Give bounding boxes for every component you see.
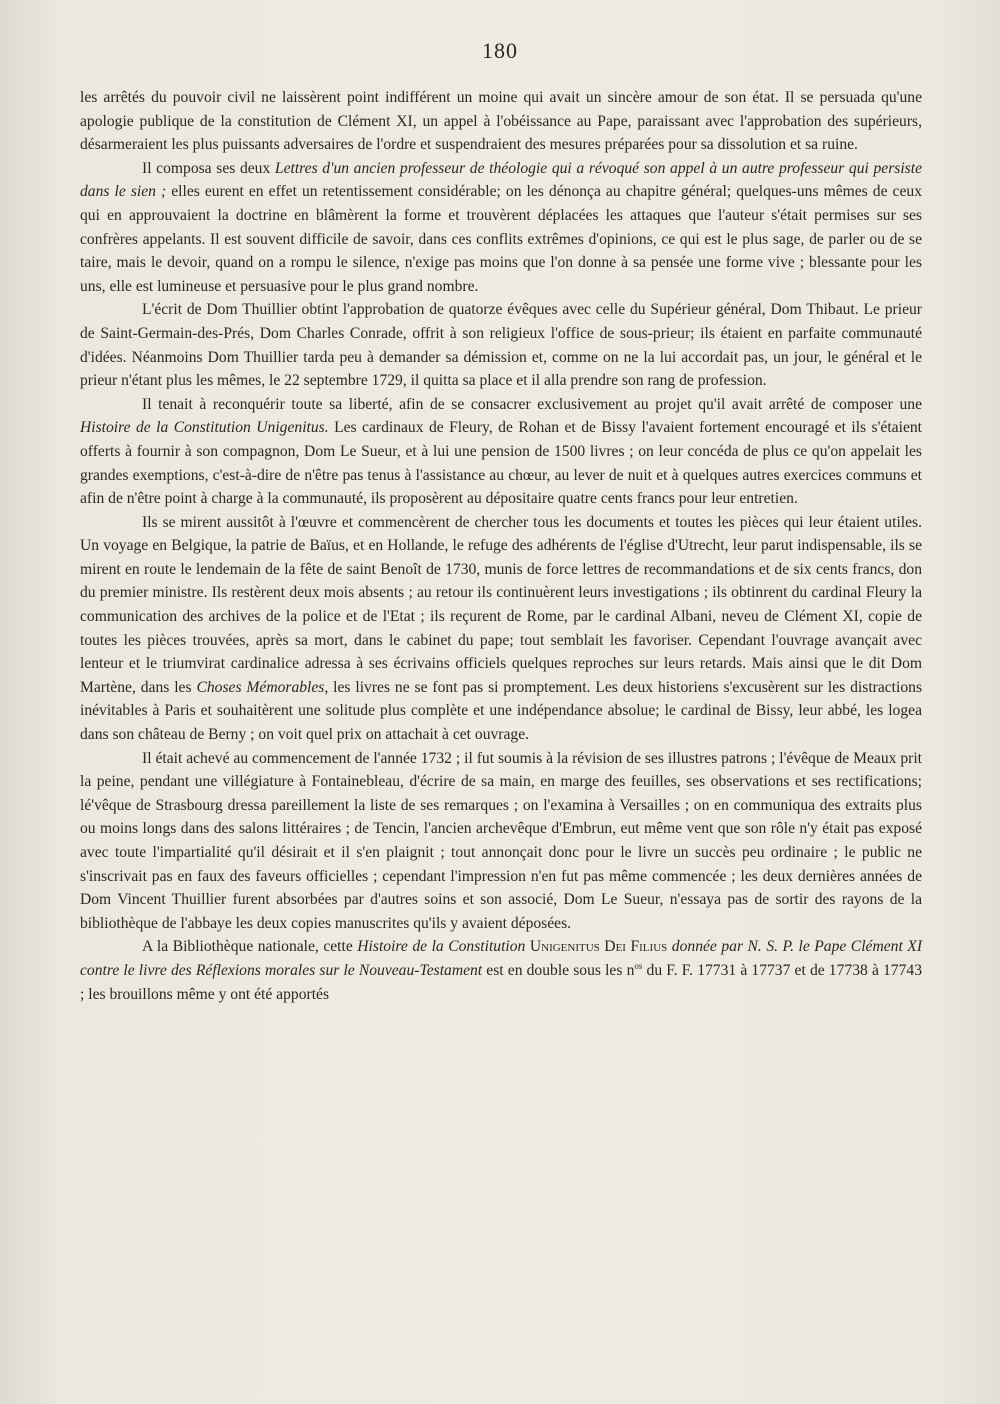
text-segment: Il était achevé au commencement de l'année 1732 ; il fut soumis à la révision de ses illustres patrons ; l'évêque de Meaux prit la peine, pendant une villégiature à Fontainebleau, d'écrire de sa main, en marge des feuilles, ses observations et ses rectifications; lé'vêque de Strasbourg dressa pareillement la liste de ses remarques ; on l'examina à Versailles ; on en communiqua des extraits plus ou moins longs dans des salons littéraires ; de Tencin, l'ancien archevêque d'Embrun, eut même vent que son rôle n'y était pas exposé avec toute l'impartialité qu'il désirait et il s'en plaignit ; tout annonçait donc pour le livre un succès peu ordinaire ; le public ne s'inscrivait pas en faux des faveurs officielles ; cependant l'impression n'en fut pas même commencée ; les deux dernières années de Dom Vincent Thuillier furent absorbées par d'autres soins et son associé, Dom Le Sueur, n'essaya pas de sortir des rayons de la bibliothèque de l'abbaye les deux copies manuscrites qu'ils y avaient déposées. xyxy=(80,749,922,932)
body-text xyxy=(80,86,922,1006)
text-segment: Les cardinaux de Fleury, de Rohan et de Bissy l'avaient fortement encouragé et ils s'étaient offerts à fournir à son compagnon, Dom Le Sueur, et à lui une pension de 1500 livres ; on leur concéda de plus ce qu'on appelait les grandes exemptions, c'est-à-dire de n'être pas tenus à l'assistance au chœur, au lever de nuit et à quelques autres exercices communs et afin de n'être point à charge à la communauté, ils proposèrent au dépositaire quatre cents francs pour leur entretien. xyxy=(80,419,922,508)
paragraph xyxy=(80,298,922,392)
text-segment: elles eurent en effet un retentissement considérable; on les dénonça au chapitre général; quelques-uns mêmes de ceux qui en approuvaient la doctrine en blâmèrent la forme et trouvèrent déplacées les attaques que l'auteur s'était permises sur ses confrères appelants. Il est souvent difficile de savoir, dans ces conflits extrêmes d'opinions, ce qui est le plus sage, de parler ou de se taire, mais le devoir, quand on a rompu le silence, n'exige pas moins que l'on donne à sa pensée une forme vive ; blessante pour les uns, elle est lumineuse et persuasive pour le plus grand nombre. xyxy=(80,183,922,295)
text-segment: Ils se mirent aussitôt à l'œuvre et commencèrent de chercher tous les documents et toutes les pièces qui leur étaient utiles. Un voyage en Belgique, la patrie de Baïus, et en Hollande, le refuge des adhérents de l'église d'Utrecht, leur parut indispensable, ils se mirent en route le lendemain de la fête de saint Benoît de 1730, munis de force lettres de recommandations et de six cents francs, don du premier ministre. Ils restèrent deux mois absents ; au retour ils continuèrent leurs investigations ; ils obtinrent du cardinal Fleury la communication des archives de la police et de l'Etat ; ils reçurent de Rome, par le cardinal Albani, neveu de Clément XI, copie de toutes les pièces trouvées, après sa mort, dans le cabinet du pape; tout semblait les favoriser. Cependant l'ouvrage avançait avec lenteur et le triumvirat cardinalice adressa à ses écrivains officiels quelques reproches sur leurs retards. Mais ainsi que le dit Dom Martène, dans les xyxy=(80,513,922,696)
italic-title: Choses Mémorables xyxy=(196,678,325,696)
paragraph xyxy=(80,86,922,157)
paragraph xyxy=(80,157,922,299)
text-segment: , les livres ne se font pas si promptement. Les deux historiens s'excusèrent sur les distractions inévitables à Paris et souhaitèrent une solitude plus complète et une indépendance absolue; le cardinal de Bissy, leur abbé, les logea dans son château de Berny ; on voit quel prix on attachait à cet ouvrage. xyxy=(80,678,923,744)
italic-title: Histoire de la Constitution xyxy=(357,938,526,956)
paragraph xyxy=(80,747,922,936)
paragraph xyxy=(80,935,922,1006)
smallcaps-text: Unigenitus Dei Filius xyxy=(529,938,668,956)
text-segment: Il tenait à reconquérir toute sa liberté, afin de se consacrer exclusivement au projet qu'il avait arrêté de composer une xyxy=(142,395,922,413)
italic-title: Lettres d'un ancien professeur de théologie qui a révoqué son appel à un autre professeur qui persiste dans le sien ; xyxy=(80,159,922,201)
superscript: os xyxy=(634,960,643,971)
italic-title: Histoire de la Constitution Unigenitus. xyxy=(80,419,329,437)
text-segment: L'écrit de Dom Thuillier obtint l'approbation de quatorze évêques avec celle du Supérieur général, Dom Thibaut. Le prieur de Saint-Germain-des-Prés, Dom Charles Conrade, offrit à son religieux l'office de sous-prieur; ils étaient en parfaite communauté d'idées. Néanmoins Dom Thuillier tarda peu à demander sa démission et, comme on ne la lui accordait pas, un jour, le général et le prieur n'étant plus les mêmes, le 22 septembre 1729, il quitta sa place et il alla prendre son rang de profession. xyxy=(80,301,922,390)
text-segment: du F. F. 17731 à 17737 et de 17738 à 17743 ; les brouillons même y ont été apportés xyxy=(80,961,922,1003)
text-segment: est en double sous les n xyxy=(482,961,635,979)
paragraph xyxy=(80,511,922,747)
paragraph xyxy=(80,393,922,511)
page-number: 180 xyxy=(482,38,518,63)
text-segment: Il composa ses deux xyxy=(142,159,275,177)
italic-title: donnée par N. S. P. le Pape Clément XI contre le livre des Réflexions morales sur le Nouveau-Testament xyxy=(80,938,923,979)
text-segment: les arrêtés du pouvoir civil ne laissèrent point indifférent un moine qui avait un sincère amour de son état. Il se persuada qu'une apologie publique de la constitution de Clément XI, un appel à l'obéissance au Pape, paraissant avec l'approbation des supérieurs, désarmeraient les plus puissants adversaires de l'ordre et suspendraient des mesures préparées pour sa dissolution et sa ruine. xyxy=(80,89,922,154)
text-segment: A la Bibliothèque nationale, cette xyxy=(142,938,358,956)
